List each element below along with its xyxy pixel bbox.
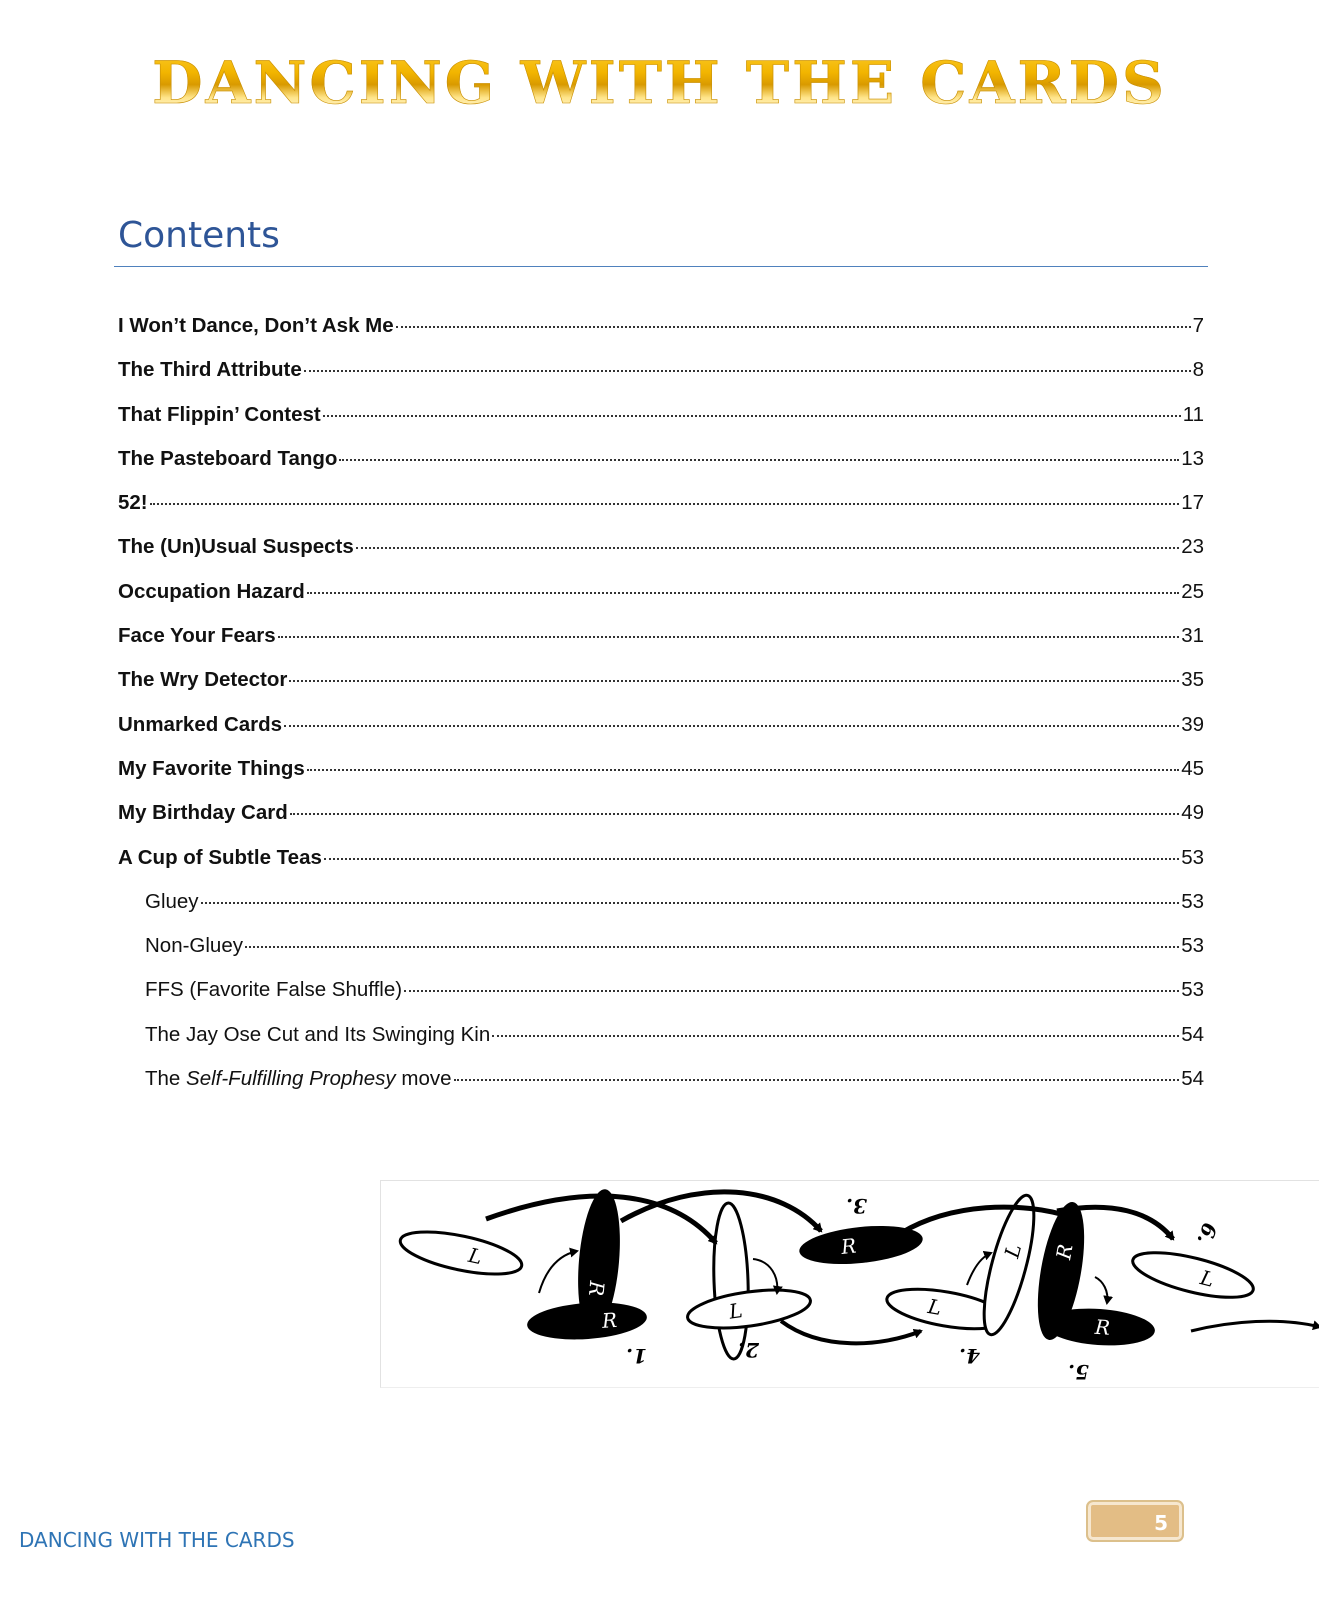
toc-entry-title: Occupation Hazard bbox=[118, 579, 305, 603]
dot-leader bbox=[290, 813, 1179, 815]
contents-heading: Contents bbox=[118, 215, 280, 256]
dot-leader bbox=[454, 1079, 1180, 1081]
footprint-outline bbox=[397, 1223, 525, 1282]
toc-entry[interactable] bbox=[118, 580, 1204, 624]
step-number: 3. bbox=[846, 1194, 867, 1218]
step-number: 6. bbox=[1192, 1219, 1222, 1248]
foot-letter: R bbox=[601, 1307, 618, 1333]
dot-leader bbox=[289, 680, 1179, 682]
toc-entry-page: 45 bbox=[1181, 756, 1204, 780]
toc-entry-page: 54 bbox=[1181, 1067, 1204, 1091]
toc-entry-title: Face Your Fears bbox=[118, 624, 276, 648]
toc-entry-title: Non-Gluey bbox=[145, 934, 243, 958]
toc-entry-title: I Won’t Dance, Don’t Ask Me bbox=[118, 314, 394, 337]
banner-title: DANCING WITH THE CARDS bbox=[152, 40, 1167, 112]
toc-entry-title bbox=[145, 1067, 452, 1091]
footprints-diagram bbox=[381, 1181, 1319, 1388]
step-number: 5. bbox=[1068, 1360, 1089, 1384]
toc-entry-page: 53 bbox=[1181, 978, 1204, 1002]
banner bbox=[0, 40, 1319, 150]
toc-entry-page: 17 bbox=[1181, 491, 1204, 515]
toc-entry-title: The Third Attribute bbox=[118, 358, 302, 382]
toc-entry-page: 25 bbox=[1181, 579, 1204, 603]
toc-entry-page: 11 bbox=[1182, 402, 1204, 426]
foot-letter: L bbox=[1197, 1265, 1217, 1292]
dot-leader bbox=[339, 459, 1179, 461]
toc-entry[interactable] bbox=[118, 801, 1204, 845]
dot-leader bbox=[245, 946, 1179, 948]
dot-leader bbox=[304, 370, 1191, 372]
toc-entry-title: A Cup of Subtle Teas bbox=[118, 845, 322, 869]
footprint-filled bbox=[526, 1299, 648, 1343]
footer-book-title: DANCING WITH THE CARDS bbox=[19, 1528, 295, 1552]
toc-entry-page: 23 bbox=[1181, 535, 1204, 559]
toc-entry-page: 53 bbox=[1181, 934, 1204, 958]
toc-entry-title: The Jay Ose Cut and Its Swinging Kin bbox=[145, 1022, 491, 1046]
toc-entry-page: 39 bbox=[1181, 712, 1204, 736]
arrow bbox=[901, 1207, 1071, 1233]
foot-letter: L bbox=[999, 1241, 1027, 1261]
foot-letter: R bbox=[1094, 1314, 1111, 1340]
toc-entry-title: My Birthday Card bbox=[118, 801, 288, 825]
toc-entry-title: The Wry Detector bbox=[118, 668, 288, 692]
foot-letter: L bbox=[727, 1298, 745, 1324]
dot-leader bbox=[404, 990, 1179, 992]
foot-letter: L bbox=[926, 1294, 944, 1320]
toc-entry-page: 7 bbox=[1192, 314, 1204, 337]
dot-leader bbox=[284, 725, 1179, 727]
toc-entry-title: Unmarked Cards bbox=[118, 712, 283, 736]
toc-entry-title: My Favorite Things bbox=[118, 756, 305, 780]
dot-leader bbox=[356, 547, 1179, 549]
page-number: 5 bbox=[1154, 1511, 1168, 1535]
dot-leader bbox=[324, 858, 1179, 860]
toc-entry-title: The (Un)Usual Suspects bbox=[118, 535, 354, 559]
toc-entry-title: Gluey bbox=[145, 889, 199, 913]
toc-entry[interactable] bbox=[118, 314, 1204, 358]
toc-entry[interactable] bbox=[118, 535, 1204, 579]
step-number: 1. bbox=[626, 1344, 647, 1368]
arrow bbox=[539, 1251, 577, 1293]
toc-entry-page: 13 bbox=[1181, 446, 1204, 470]
foot-letter: L bbox=[466, 1242, 485, 1270]
toc-entry[interactable] bbox=[118, 358, 1204, 402]
dot-leader bbox=[278, 636, 1180, 638]
arrow bbox=[781, 1321, 921, 1343]
dot-leader bbox=[396, 326, 1191, 328]
toc-entry[interactable] bbox=[118, 624, 1204, 668]
dot-leader bbox=[150, 503, 1180, 505]
toc-entry-page: 54 bbox=[1181, 1022, 1204, 1046]
foot-letter: R bbox=[583, 1279, 610, 1297]
toc-entry-title: That Flippin’ Contest bbox=[118, 402, 321, 426]
toc-entry-page: 53 bbox=[1181, 845, 1204, 869]
toc-entry-page: 31 bbox=[1181, 624, 1204, 648]
toc-entry-title: The Pasteboard Tango bbox=[118, 446, 338, 470]
toc-subentry[interactable] bbox=[118, 1023, 1204, 1067]
toc-subentry[interactable] bbox=[118, 934, 1204, 978]
foot-letter: R bbox=[1051, 1242, 1078, 1262]
dot-leader bbox=[201, 902, 1180, 904]
footprint-outline bbox=[711, 1202, 750, 1359]
dot-leader bbox=[492, 1035, 1179, 1037]
title-part: The bbox=[145, 1067, 187, 1091]
dance-steps-illustration bbox=[380, 1180, 1319, 1388]
arrow bbox=[753, 1259, 777, 1293]
dot-leader bbox=[307, 592, 1179, 594]
toc-entry[interactable] bbox=[118, 403, 1204, 447]
footprint-outline bbox=[974, 1191, 1044, 1339]
step-number: 2. bbox=[738, 1338, 759, 1362]
toc-entry-page: 49 bbox=[1181, 801, 1204, 825]
toc-subentry[interactable] bbox=[118, 1067, 1204, 1111]
title-part-italic: Self-Fulfilling Prophesy bbox=[186, 1067, 396, 1091]
toc-subentry[interactable] bbox=[118, 890, 1204, 934]
dot-leader bbox=[323, 415, 1181, 417]
step-number: 4. bbox=[959, 1344, 980, 1368]
toc-entry-title: FFS (Favorite False Shuffle) bbox=[145, 978, 403, 1002]
toc-entry-page: 53 bbox=[1181, 889, 1204, 913]
footprint-outline bbox=[1129, 1244, 1258, 1307]
toc-entry-title: 52! bbox=[118, 491, 148, 515]
foot-letter: R bbox=[839, 1233, 858, 1260]
toc-entry-page: 8 bbox=[1192, 358, 1204, 382]
toc-entry[interactable] bbox=[118, 668, 1204, 712]
arrow bbox=[1191, 1321, 1319, 1331]
toc-entry-page: 35 bbox=[1181, 668, 1204, 692]
title-part: move bbox=[395, 1067, 452, 1091]
arrow bbox=[1095, 1277, 1107, 1303]
toc-entry[interactable] bbox=[118, 447, 1204, 491]
toc-entry[interactable] bbox=[118, 713, 1204, 757]
toc-entry[interactable] bbox=[118, 846, 1204, 890]
toc-subentry[interactable] bbox=[118, 978, 1204, 1022]
dot-leader bbox=[307, 769, 1179, 771]
table-of-contents bbox=[118, 314, 1204, 1111]
toc-entry[interactable] bbox=[118, 491, 1204, 535]
page-number-badge bbox=[1086, 1500, 1184, 1542]
toc-entry[interactable] bbox=[118, 757, 1204, 801]
heading-rule bbox=[114, 266, 1208, 267]
